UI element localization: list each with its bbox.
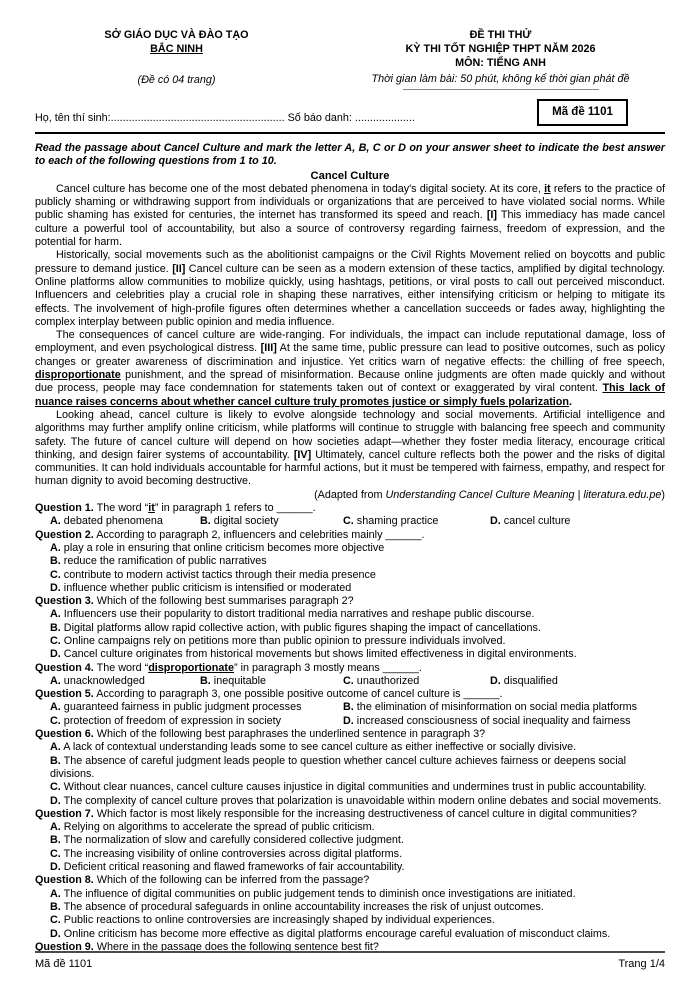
option-letter: D.	[50, 581, 61, 594]
passage-paragraph-4: Looking ahead, cancel culture is likely to evolve alongside technology and social movements. Artificial intelligence and algorithms may further amplify online criticism, while platforms will continue to struggle with balancing free speech and community safety. The future of cancel culture will depend on how societies adapt—whether they foster media literacy, encourage critical thinking, and design fairer systems of accountability. [IV] Ultimately, cancel culture reflects both the power and the risks of digital communities. It can hold individuals accountable for harmful actions, but it must be tempered with fairness, empathy, and respect for human dignity to avoid becoming destructive.	[35, 408, 665, 488]
option-b: B. The normalization of slow and carefully considered collective judgment.	[50, 834, 404, 847]
option-a: A. The influence of digital communities on public judgement tends to diminish once investigations are initiated.	[50, 887, 576, 900]
candidate-id-label: Số báo danh:	[287, 112, 352, 124]
option-letter: C.	[50, 914, 61, 927]
option-letter: A.	[50, 821, 61, 834]
question-stem: Question 7. Which factor is most likely responsible for the increasing destructiveness of cancel culture in digital communities?	[35, 807, 637, 820]
question-options	[35, 741, 665, 807]
passage-paragraph-1: Cancel culture has become one of the most debated phenomena in today's digital society. At its core, it refers to the practice of publicly shaming or withdrawing support from individuals or organizations that are perceived to have violated social norms. While public shaming has existed for centuries, the internet has transformed its speed and reach. [I] This immediacy has made cancel culture a powerful tool of accountability, but also a source of controversy regarding fairness, freedom of expression, and the potential for harm.	[35, 182, 665, 249]
question-options	[50, 515, 665, 528]
question-number: Question 4.	[35, 661, 94, 674]
option-b: B. reduce the ramification of public narratives	[50, 555, 267, 568]
option-d: D. cancel culture	[490, 515, 571, 528]
questions-section	[35, 502, 665, 954]
option-letter: A.	[50, 515, 61, 528]
option-d: D. influence whether public criticism is intensified or moderated	[50, 581, 352, 594]
option-letter: C.	[50, 781, 61, 794]
option-letter: A.	[50, 887, 61, 900]
option-letter: D.	[50, 927, 61, 940]
province-name: BẮC NINH	[150, 43, 203, 55]
option-letter: B.	[50, 834, 61, 847]
exam-type: ĐỀ THI THỬ	[469, 29, 532, 41]
option-letter: C.	[50, 568, 61, 581]
option-c: C. Online campaigns rely on petitions more than public opinion to pressure individuals involved.	[50, 634, 506, 647]
option-letter: A.	[50, 674, 61, 687]
option-letter: B.	[50, 555, 61, 568]
exam-code-box: Mã đề 1101	[537, 99, 628, 126]
option-letter: D.	[50, 794, 61, 807]
question-stem: Question 8. Which of the following can be inferred from the passage?	[35, 874, 370, 887]
option-d: D. Online criticism has become more effective as digital platforms encourage careful evaluation of misconduct claims.	[50, 927, 611, 940]
option-a: A. unacknowledged	[50, 674, 145, 687]
option-letter: D.	[490, 515, 501, 528]
option-letter: B.	[50, 900, 61, 913]
duration-underline	[403, 88, 599, 90]
option-c: C. The increasing visibility of online controversies across digital platforms.	[50, 847, 403, 860]
question-3	[35, 595, 665, 661]
question-8	[35, 874, 665, 940]
question-6	[35, 728, 665, 808]
option-c: C. unauthorized	[343, 674, 420, 687]
option-letter: A.	[50, 701, 61, 714]
candidate-name-blank: ..........................................................	[110, 112, 285, 124]
option-d: D. Deficient critical reasoning and flawed frameworks of fair accountability.	[50, 861, 405, 874]
option-letter: C.	[343, 674, 354, 687]
option-letter: C.	[50, 847, 61, 860]
question-stem: Question 3. Which of the following best summarises paragraph 2?	[35, 595, 354, 608]
question-number: Question 8.	[35, 874, 94, 887]
passage-paragraph-3: The consequences of cancel culture are wide-ranging. For individuals, the impact can include reputational damage, loss of employment, and even psychological distress. [III] At the same time, public pressure can lead to positive outcomes, such as policy changes or greater awareness of discrimination and injustice. Yet critics warn of negative effects: the chilling of free speech, disproportionate punishment, and the spread of misinformation. Because online judgments are often made quickly and without due process, people may face condemnation for statements taken out of context or exaggerated by viral content. This lack of nuance raises concerns about whether cancel culture truly promotes justice or simply fuels polarization.	[35, 329, 666, 408]
question-5	[35, 688, 665, 728]
exam-name: KỲ THI TỐT NGHIỆP THPT NĂM 2026	[405, 43, 596, 55]
option-a: A. Influencers use their popularity to distort traditional media narratives and reshape public discourse.	[50, 608, 535, 621]
question-options	[35, 888, 665, 941]
question-number: Question 5.	[35, 688, 94, 701]
option-b: B. the elimination of misinformation on social media platforms	[343, 701, 638, 714]
question-stem: Question 2. According to paragraph 2, influencers and celebrities mainly ______.	[35, 528, 425, 541]
passage-paragraph-2: Historically, social movements such as the abolitionist campaigns or the Civil Rights Movement relied on boycotts and public pressure to demand justice. [II] Cancel culture can be seen as a modern extension of these tactics, amplified by digital technology. Online platforms allow communities to mobilize quickly, using hashtags, petitions, or viral posts to call out perceived misconduct. Influencers and celebrities play a crucial role in shaping these narratives, either intensifying criticism or helping to mitigate its effects. The involvement of high-profile figures often determines whether a cancellation succeeds or fades away, highlighting the complex interplay between public opinion and media influence.	[35, 249, 665, 328]
question-stem: Question 5. According to paragraph 3, one possible positive outcome of cancel culture is ______.	[35, 688, 503, 701]
question-stem: Question 9. Where in the passage does the following sentence best fit?	[35, 940, 379, 953]
option-d: D. The complexity of cancel culture proves that polarization is unavoidable within modern online debates and social movements.	[50, 794, 662, 807]
question-1	[35, 502, 665, 529]
exam-duration: Thời gian làm bài: 50 phút, không kể thời gian phát đề	[371, 73, 630, 85]
option-c: C. Public reactions to online controversies are increasingly shaped by individual experiences.	[50, 914, 495, 927]
option-letter: D.	[490, 674, 501, 687]
question-stem: Question 4. The word “disproportionate” in paragraph 3 mostly means ______.	[35, 661, 422, 674]
option-letter: B.	[50, 621, 61, 634]
option-b: B. digital society	[200, 515, 279, 528]
question-7	[35, 808, 665, 874]
exam-subject: MÔN: TIẾNG ANH	[455, 57, 546, 69]
option-letter: A.	[50, 741, 61, 754]
question-number: Question 9.	[35, 940, 94, 953]
question-number: Question 7.	[35, 807, 94, 820]
question-4	[35, 662, 665, 689]
question-number: Question 2.	[35, 528, 94, 541]
question-stem: Question 6. Which of the following best paraphrases the underlined sentence in paragraph 3?	[35, 728, 486, 741]
option-d: D. disqualified	[490, 674, 558, 687]
department-name: SỞ GIÁO DỤC VÀ ĐÀO TẠO	[104, 29, 249, 41]
section-instructions: Read the passage about Cancel Culture and mark the letter A, B, C or D on your answer sheet to indicate the best answer to each of the following questions from 1 to 10.	[35, 142, 665, 168]
option-letter: A.	[50, 541, 61, 554]
option-c: C. protection of freedom of expression in society	[50, 714, 282, 727]
option-letter: C.	[50, 714, 61, 727]
option-a: A. A lack of contextual understanding leads some to see cancel culture as either ineffective or socially divisive.	[50, 741, 577, 754]
page-count-note: (Đề có 04 trang)	[137, 74, 216, 86]
option-letter: C.	[343, 515, 354, 528]
question-options	[35, 821, 665, 874]
option-b: B. inequitable	[200, 674, 267, 687]
option-a: A. debated phenomena	[50, 515, 163, 528]
candidate-name-label: Họ, tên thí sinh:	[35, 112, 111, 124]
option-a: A. guaranteed fairness in public judgment processes	[50, 701, 302, 714]
question-options	[50, 701, 665, 728]
question-options	[35, 542, 665, 595]
option-letter: B.	[200, 515, 211, 528]
option-letter: B.	[200, 674, 211, 687]
option-a: A. play a role in ensuring that online criticism becomes more objective	[50, 541, 385, 554]
footer-exam-code: Mã đề 1101	[35, 958, 93, 970]
option-b: B. The absence of careful judgment leads people to question whether cancel culture achieves fairness or deepens social divisions.	[50, 754, 626, 780]
option-c: C. contribute to modern activist tactics through their media presence	[50, 568, 376, 581]
candidate-id-blank: ....................	[354, 112, 415, 124]
option-b: B. The absence of procedural safeguards in online accountability increases the risk of unjust outcomes.	[50, 900, 544, 913]
option-b: B. Digital platforms allow rapid collective action, with public figures shaping the impact of cancellations.	[50, 621, 541, 634]
exam-body	[35, 142, 665, 954]
option-letter: C.	[50, 634, 61, 647]
question-stem: Question 1. The word “it” in paragraph 1 refers to ______.	[35, 502, 316, 515]
passage-title: Cancel Culture	[310, 169, 390, 182]
header-divider	[35, 132, 665, 134]
header-right-block	[318, 28, 665, 90]
exam-header	[35, 28, 665, 90]
option-letter: D.	[343, 714, 354, 727]
passage-attribution: (Adapted from Understanding Cancel Culture Meaning | literatura.edu.pe)	[314, 488, 665, 501]
question-2	[35, 529, 665, 595]
option-d: D. Cancel culture originates from historical movements but shows limited effectiveness in digital environments.	[50, 648, 577, 661]
question-options	[50, 675, 665, 688]
option-c: C. Without clear nuances, cancel culture causes injustice in digital communities and undermines trust in public accountability.	[50, 781, 647, 794]
question-number: Question 3.	[35, 595, 94, 608]
option-letter: B.	[50, 754, 61, 767]
header-left-block	[35, 28, 318, 90]
option-letter: A.	[50, 608, 61, 621]
question-options	[35, 608, 665, 661]
option-a: A. Relying on algorithms to accelerate the spread of public criticism.	[50, 821, 375, 834]
footer-page-number: Trang 1/4	[618, 958, 665, 970]
option-letter: D.	[50, 861, 61, 874]
option-letter: B.	[343, 701, 354, 714]
option-letter: D.	[50, 648, 61, 661]
page-footer	[35, 951, 665, 971]
question-number: Question 1.	[35, 502, 94, 515]
option-d: D. increased consciousness of social inequality and fairness	[343, 714, 631, 727]
question-number: Question 6.	[35, 728, 94, 741]
option-c: C. shaming practice	[343, 515, 439, 528]
